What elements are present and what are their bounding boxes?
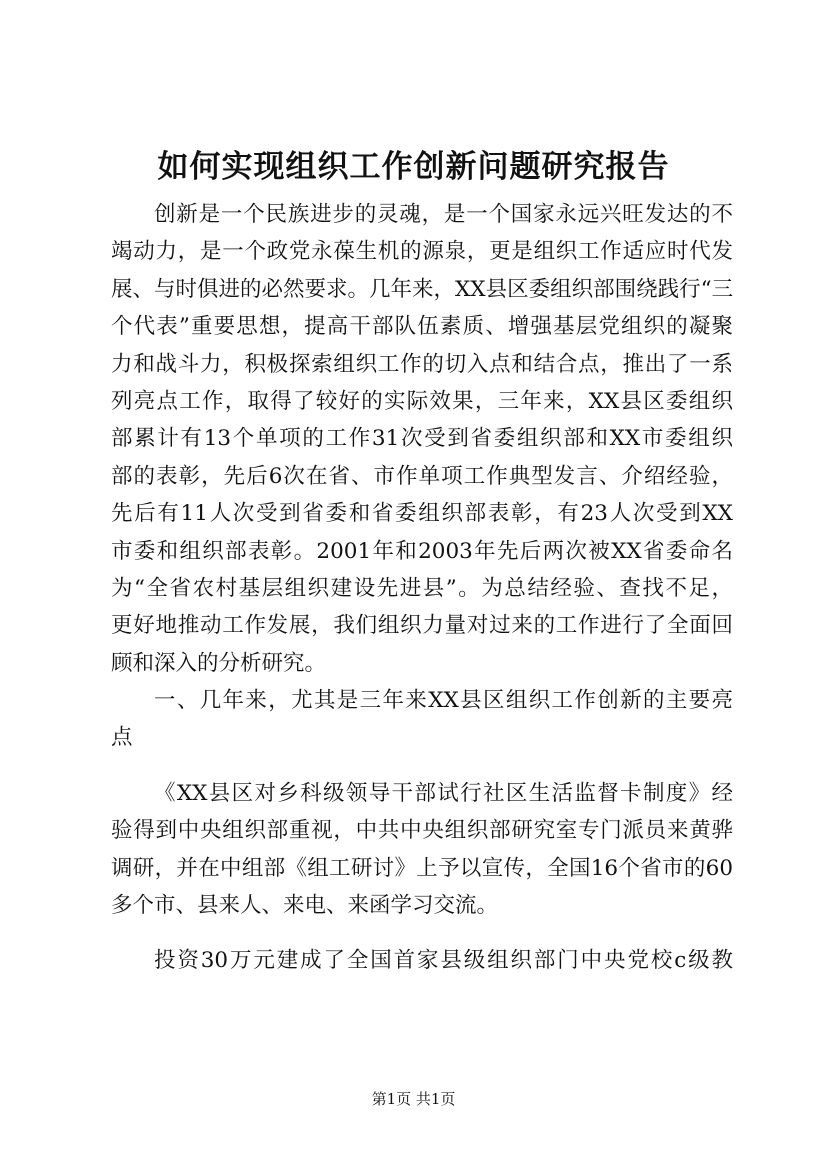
- text-line: 创新是一个民族进步的灵魂，是一个国家永远兴旺发达的不: [154, 202, 733, 227]
- text-line: 调研，并在中组部《组工研讨》上予以宣传，全国16个省市的60: [111, 855, 733, 881]
- text-line: 部累计有13个单项的工作31次受到省委组织部和XX市委组织: [111, 426, 733, 452]
- paragraph-spacer: [111, 757, 733, 775]
- text-line: 投资30万元建成了全国首家县级组织部门中央党校c级教: [154, 948, 733, 974]
- text-line: 更好地推动工作发展，我们组织力量对过来的工作进行了全面回: [111, 613, 733, 639]
- text-line: 力和战斗力，积极探索组织工作的切入点和结合点，推出了一系: [111, 351, 733, 377]
- paragraph-supervision-card: [111, 775, 733, 925]
- paragraph-spacer: [111, 924, 733, 942]
- text-line: 验得到中央组织部重视，中共中央组织部研究室专门派员来黄骅: [111, 818, 733, 844]
- document-title: 如何实现组织工作创新问题研究报告: [157, 149, 670, 185]
- paragraph-intro: [111, 196, 733, 682]
- text-line: 点: [111, 725, 133, 751]
- text-line: 先后有11人次受到省委和省委组织部表彰，有23人次受到XX: [111, 501, 733, 527]
- text-line: 列亮点工作，取得了较好的实际效果，三年来，XX县区委组织: [111, 388, 733, 414]
- text-line: 部的表彰，先后6次在省、市作单项工作典型发言、介绍经验，: [111, 463, 733, 489]
- section-heading: [111, 682, 733, 757]
- text-line: 为“全省农村基层组织建设先进县”。为总结经验、查找不足，: [111, 575, 733, 601]
- document-body: [111, 196, 733, 980]
- text-line: 多个市、县来人、来电、来函学习交流。: [111, 893, 499, 919]
- text-line: 一、几年来，尤其是三年来XX县区组织工作创新的主要亮: [154, 688, 733, 714]
- text-line: 竭动力，是一个政党永葆生机的源泉，更是组织工作适应时代发: [111, 239, 733, 265]
- text-line: 市委和组织部表彰。2001年和2003年先后两次被XX省委命名: [111, 538, 733, 564]
- page-footer: 第1页 共1页: [371, 1090, 456, 1108]
- text-line: 个代表”重要思想，提高干部队伍素质、增强基层党组织的凝聚: [111, 314, 733, 340]
- text-line: 顾和深入的分析研究。: [111, 650, 327, 676]
- text-line: 《XX县区对乡科级领导干部试行社区生活监督卡制度》经: [154, 780, 733, 806]
- paragraph-investment: [111, 942, 733, 979]
- text-line: 展、与时俱进的必然要求。几年来，XX县区委组织部围绕践行“三: [111, 276, 734, 302]
